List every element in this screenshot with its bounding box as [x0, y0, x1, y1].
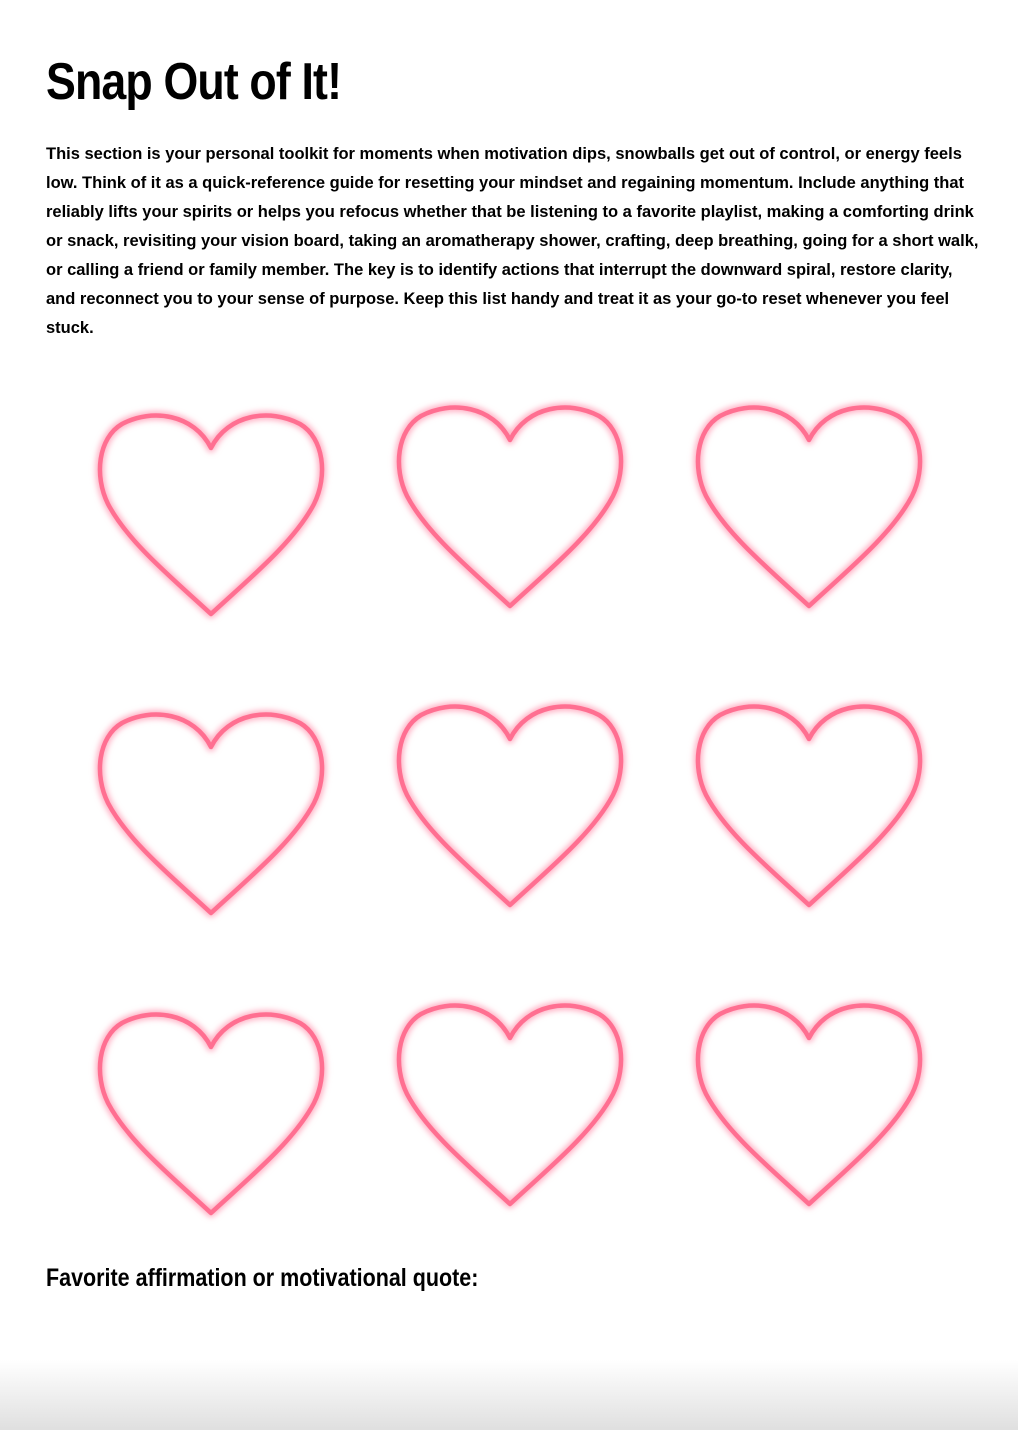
heart-icon	[391, 392, 629, 614]
page-title: Snap Out of It!	[46, 53, 342, 111]
heart-icon	[92, 400, 330, 622]
quote-label: Favorite affirmation or motivational quote:	[46, 1264, 479, 1292]
heart-icon	[391, 990, 629, 1212]
page-bottom-shadow	[0, 1360, 1018, 1430]
intro-paragraph: This section is your personal toolkit for moments when motivation dips, snowballs get out of control, or energy feels low. Think of it as a quick-reference guide for resetting your mindset and regaining momentum. Include anything that reliably lifts your spirits or helps you refocus whether that be listening to a favorite playlist, making a comforting drink or snack, revisiting your vision board, taking an aromatherapy shower, crafting, deep breathing, going for a short walk, or calling a friend or family member. The key is to identify actions that interrupt the downward spiral, restore clarity, and reconnect you to your sense of purpose. Keep this list handy and treat it as your go-to reset whenever you feel stuck.	[46, 145, 979, 337]
heart-icon	[690, 392, 928, 614]
heart-icon	[391, 691, 629, 913]
heart-icon	[690, 691, 928, 913]
heart-icon	[92, 999, 330, 1221]
heart-icon	[690, 990, 928, 1212]
hearts-grid	[0, 390, 1018, 1220]
heart-icon	[92, 699, 330, 921]
